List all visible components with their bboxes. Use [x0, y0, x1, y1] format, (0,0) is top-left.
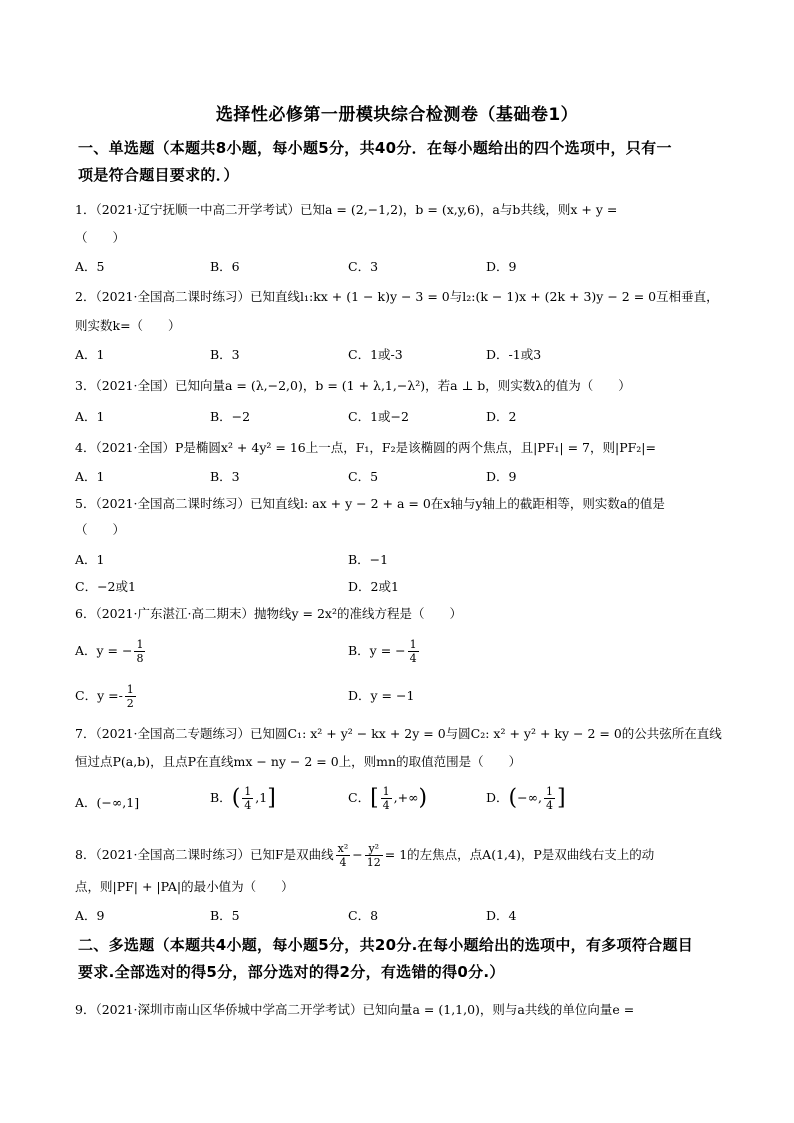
- q8-fraction-y: [365, 842, 383, 869]
- q7-option-c-denominator: 4: [382, 799, 390, 812]
- q8-fraction-x-denominator: 4: [339, 856, 347, 869]
- q6-option-b-fraction: [408, 638, 419, 665]
- q7-option-b: B．( $\frac{1}{4}$ ,1]: [210, 785, 276, 812]
- q3-stem-line1: 3．（2021·全国）已知向量a = (λ,−2,0)，b = (1 + λ,1,−λ²)，若a ⊥ b，则实数λ的值为（ ）: [75, 378, 631, 393]
- q1-option-d: D．9: [486, 259, 517, 274]
- q2-stem-line1: 2．（2021·全国高二课时练习）已知直线l₁:kx + (1 − k)y − 3 = 0与l₂:(k − 1)x + (2k + 3)y − 2 = 0互相垂直，: [75, 289, 719, 304]
- q7-stem-line1: 7．（2021·全国高二专题练习）已知圆C₁: x² + y² − kx + 2y = 0与圆C₂: x² + y² + ky − 2 = 0的公共弦所在直线: [75, 726, 722, 741]
- section-1-line2: 项是符合题目要求的．）: [78, 166, 239, 184]
- q1-stem-line2: （ ）: [75, 230, 126, 245]
- q7-option-c: C．[ $\frac{1}{4}$ ,+∞): [348, 785, 428, 812]
- q7-option-a: A．(−∞,1]: [75, 795, 140, 810]
- q7-option-b-tail: ,1: [255, 790, 268, 805]
- q3-option-b: B．−2: [210, 409, 251, 424]
- q6-option-b-label: B．y = −: [348, 643, 406, 658]
- q8-option-c: C．8: [348, 908, 379, 923]
- q6-stem-line1: 6．（2021·广东湛江·高二期末）抛物线y = 2x²的准线方程是（ ）: [75, 606, 462, 621]
- q7-option-c-numerator: 1: [382, 785, 390, 798]
- q7-option-b-label: B．: [210, 790, 232, 805]
- section-2-header: [78, 932, 718, 986]
- q7-option-d-head: −∞,: [517, 790, 542, 805]
- q1-option-b: B．6: [210, 259, 240, 274]
- exam-title: 选择性必修第一册模块综合检测卷（基础卷1）: [215, 105, 579, 125]
- q6-option-b-numerator: 1: [409, 638, 417, 651]
- q8-fraction-x-numerator: x²: [337, 842, 349, 855]
- q5-stem-line2: （ ）: [75, 522, 126, 537]
- q6-option-c-numerator: 1: [126, 683, 134, 696]
- q2-option-c: C．1或-3: [348, 347, 403, 362]
- q8-option-a: A．9: [75, 908, 105, 923]
- q6-option-c-label: C．y =-: [75, 688, 123, 703]
- q6-option-b: [348, 638, 421, 665]
- q5-option-a: A．1: [75, 552, 105, 567]
- q4-option-d: D．9: [486, 469, 517, 484]
- q8-stem-head: 8．（2021·全国高二课时练习）已知F是双曲线: [75, 847, 334, 862]
- q8-minus: −: [352, 847, 363, 862]
- q5-option-d: D．2或1: [348, 579, 399, 594]
- q1-stem-line1: 1．（2021·辽宁抚顺一中高二开学考试）已知a = (2,−1,2)，b = (x,y,6)，a与b共线，则x + y =: [75, 202, 618, 217]
- q7-option-b-numerator: 1: [244, 785, 252, 798]
- q6-option-c-denominator: 2: [126, 697, 134, 710]
- q7-option-c-tail: ,+∞: [393, 790, 419, 805]
- q6-option-b-denominator: 4: [409, 652, 417, 665]
- q7-option-c-label: C．: [348, 790, 371, 805]
- q8-stem-tail: = 1的左焦点，点A(1,4)，P是双曲线右支上的动: [384, 847, 655, 862]
- q4-option-a: A．1: [75, 469, 105, 484]
- q8-fraction-y-numerator: y²: [365, 842, 383, 856]
- q3-option-d: D．2: [486, 409, 517, 424]
- q8-stem-line1: [75, 842, 725, 869]
- q2-option-b: B．3: [210, 347, 240, 362]
- q6-option-c-fraction: [125, 683, 136, 710]
- q3-option-a: A．1: [75, 409, 105, 424]
- q8-option-d: D．4: [486, 908, 517, 923]
- q6-option-a-denominator: 8: [136, 652, 144, 665]
- q8-option-b: B．5: [210, 908, 240, 923]
- section-1-line1: 一、单选题（本题共8小题，每小题5分，共40分．在每小题给出的四个选项中，只有一: [78, 139, 672, 157]
- q7-option-d-denominator: 4: [546, 799, 553, 812]
- q7-option-b-denominator: 4: [244, 799, 252, 812]
- q6-option-d: D．y = −1: [348, 688, 415, 703]
- q7-option-c-fraction: [381, 785, 392, 812]
- q8-fraction-x: [336, 842, 351, 869]
- q8-stem-line2: 点，则|PF| + |PA|的最小值为（ ）: [75, 879, 294, 894]
- q2-option-d: D．-1或3: [486, 347, 542, 362]
- section-2-line1: 二、多选题（本题共4小题，每小题5分，共20分.在每小题给出的选项中，有多项符合题目: [78, 936, 694, 954]
- q7-stem-line2: 恒过点P(a,b)，且点P在直线mx − ny − 2 = 0上，则mn的取值范围是（ ）: [75, 754, 522, 769]
- q7-option-d-label: D．: [486, 790, 509, 805]
- q7-option-d-fraction: [544, 785, 555, 812]
- q4-stem-line1: 4．（2021·全国）P是椭圆x² + 4y² = 16上一点，F₁，F₂是该椭圆的两个焦点，且|PF₁| = 7，则|PF₂|=: [75, 440, 656, 455]
- section-1-header: [78, 135, 718, 189]
- q7-option-b-fraction: [242, 785, 253, 812]
- q2-option-a: A．1: [75, 347, 105, 362]
- q5-option-c: C．−2或1: [75, 579, 136, 594]
- q2-stem-line2: 则实数k=（ ）: [75, 318, 181, 333]
- q7-option-d: D．(−∞, $\frac{1}{4}$ ]: [486, 785, 566, 812]
- q6-option-a: [75, 638, 147, 665]
- q3-option-c: C．1或−2: [348, 409, 409, 424]
- q4-option-c: C．5: [348, 469, 379, 484]
- q1-option-a: A．5: [75, 259, 105, 274]
- q1-option-c: C．3: [348, 259, 379, 274]
- q6-option-a-label: A．y = −: [75, 643, 133, 658]
- section-2-line2: 要求.全部选对的得5分，部分选对的得2分，有选错的得0分.）: [78, 963, 505, 981]
- q7-option-d-numerator: 1: [546, 785, 553, 798]
- q6-option-c: [75, 683, 138, 710]
- q9-stem-line1: 9．（2021·深圳市南山区华侨城中学高二开学考试）已知向量a = (1,1,0)，则与a共线的单位向量e =: [75, 1002, 635, 1017]
- q6-option-a-fraction: [134, 638, 145, 665]
- q6-option-a-numerator: 1: [136, 638, 144, 651]
- q5-option-b: B．−1: [348, 552, 389, 567]
- q5-stem-line1: 5．（2021·全国高二课时练习）已知直线l: ax + y − 2 + a = 0在x轴与y轴上的截距相等，则实数a的值是: [75, 496, 665, 511]
- q8-fraction-y-denominator: 12: [366, 856, 381, 869]
- q4-option-b: B．3: [210, 469, 240, 484]
